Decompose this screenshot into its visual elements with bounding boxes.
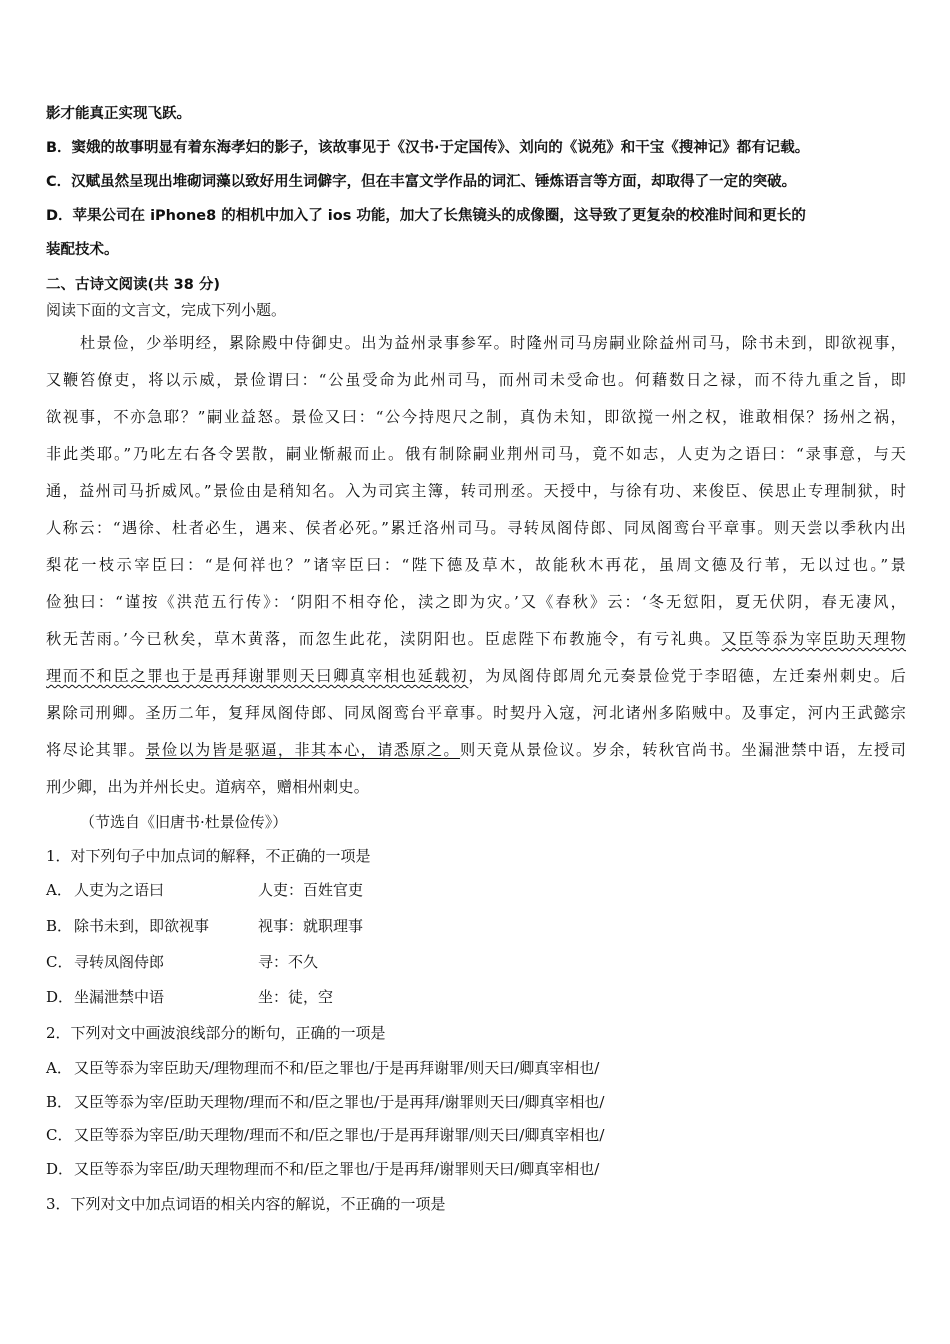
prev-option-a-tail: 影才能真正实现飞跃。	[46, 106, 191, 122]
question-1-option-c[interactable]	[46, 952, 318, 972]
passage-line: 非此类耶。”乃叱左右各令罢散，嗣业惭赧而止。俄有制除嗣业荆州司马，竟不如志，人吏为之语曰：“录事意，与天	[46, 445, 906, 463]
passage-line: 欲视事，不亦急耶？”嗣业益怒。景俭又曰：“公今持咫尺之制，真伪未知，即欲搅一州之权，谁敢相保？扬州之祸，	[46, 408, 906, 426]
passage-text: ，为凤阁侍郎周允元奏景俭党于李昭德，左迁秦州刺史。后	[468, 667, 907, 685]
question-1-option-a[interactable]	[46, 880, 363, 900]
passage-line-9	[46, 629, 906, 649]
option-letter: A．	[46, 1059, 72, 1077]
question-2-option-d[interactable]	[46, 1159, 599, 1179]
question-2-option-b[interactable]	[46, 1092, 604, 1112]
question-1-stem: 1．对下列句子中加点词的解释，不正确的一项是	[46, 847, 371, 865]
option-text: 又臣等忝为宰/臣助天理物/理而不和/臣之罪也/于是再拜/谢罪则天曰/卿真宰相也/	[74, 1093, 605, 1111]
passage-line: 人称云：“遇徐、杜者必生，遇来、侯者必死。”累迁洛州司马。寻转凤阁侍郎、同凤阁鸾台平章事。则天尝以季秋内出	[46, 519, 906, 537]
option-gloss: 视事：就职理事	[258, 917, 364, 935]
passage-line: 累除司刑卿。圣历二年，复拜凤阁侍郎、同凤阁鸾台平章事。时契丹入寇，河北诸州多陷贼中。及事定，河内王武懿宗	[46, 704, 906, 722]
question-2-option-a[interactable]	[46, 1058, 599, 1078]
question-1-option-b[interactable]	[46, 916, 363, 936]
passage-line: 又鞭笞僚吏，将以示威，景俭谓曰：“公虽受命为此州司马，而州司未受命也。何藉数日之禄，而不待九重之旨，即	[46, 371, 906, 389]
option-gloss: 坐：徒，空	[258, 988, 334, 1006]
option-term: 寻转凤阁侍郎	[74, 953, 165, 971]
question-3-stem: 3．下列对文中加点词语的相关内容的解说，不正确的一项是	[46, 1195, 446, 1213]
section-title: 二、古诗文阅读(共 38 分)	[46, 277, 221, 293]
passage-source: （节选自《旧唐书·杜景俭传》）	[80, 813, 288, 831]
option-letter: D．	[46, 988, 74, 1006]
passage-line: 通，益州司马折威风。”景俭由是稍知名。入为司宾主簿，转司刑丞。天授中，与徐有功、来俊臣、侯思止专理制狱，时	[46, 482, 906, 500]
passage-line-10	[46, 666, 906, 686]
option-text: 又臣等忝为宰臣助天/理物理而不和/臣之罪也/于是再拜谢罪/则天曰/卿真宰相也/	[74, 1059, 600, 1077]
option-term: 坐漏泄禁中语	[74, 988, 165, 1006]
option-gloss: 寻：不久	[258, 953, 319, 971]
question-2-option-c[interactable]	[46, 1125, 604, 1145]
option-letter: A．	[46, 881, 72, 899]
wavy-underlined-text: 理而不和臣之罪也于是再拜谢罪则天曰卿真宰相也延载初	[46, 667, 469, 685]
wavy-underlined-text: 又臣等忝为宰臣助天理物	[721, 630, 907, 648]
section-instruction: 阅读下面的文言文，完成下列小题。	[46, 301, 287, 319]
underlined-sentence: 景俭以为皆是驱逼，非其本心，请悉原之。	[145, 741, 461, 759]
passage-text: 则天竟从景俭议。岁余，转秋官尚书。坐漏泄禁中语，左授司	[460, 741, 906, 759]
question-2-stem: 2．下列对文中画波浪线部分的断句，正确的一项是	[46, 1024, 386, 1042]
option-letter: B．	[46, 1093, 73, 1111]
option-text: 又臣等忝为宰臣/助天理物/理而不和/臣之罪也/于是再拜谢罪/则天曰/卿真宰相也/	[74, 1126, 605, 1144]
option-text: 又臣等忝为宰臣/助天理物理而不和/臣之罪也/于是再拜/谢罪则天曰/卿真宰相也/	[74, 1160, 600, 1178]
passage-line-12	[46, 740, 906, 760]
option-letter: D．	[46, 1160, 74, 1178]
option-term: 除书未到，即欲视事	[74, 917, 210, 935]
option-letter: C．	[46, 1126, 73, 1144]
passage-line: 梨花一枝示宰臣曰：“是何祥也？”诸宰臣曰：“陛下德及草木，故能秋木再花，虽周文德及行苇，无以过也。”景	[46, 556, 906, 574]
passage-line: 俭独曰：“谨按《洪范五行传》：‘阴阳不相夺伦，渎之即为灾。’又《春秋》云：‘冬无愆阳，夏无伏阴，春无凄风，	[46, 593, 906, 611]
prev-option-d-line1: D．苹果公司在 iPhone8 的相机中加入了 ios 功能，加大了长焦镜头的成像圈，这导致了更复杂的校准时间和更长的	[46, 208, 806, 224]
prev-option-c: C．汉赋虽然呈现出堆砌词藻以致好用生词僻字，但在丰富文学作品的词汇、锤炼语言等方面，却取得了一定的突破。	[46, 174, 797, 190]
passage-line: 杜景俭，少举明经，累除殿中侍御史。出为益州录事参军。时隆州司马房嗣业除益州司马，除书未到，即欲视事，	[80, 334, 906, 352]
option-letter: B．	[46, 917, 73, 935]
passage-line: 刑少卿，出为并州长史。道病卒，赠相州刺史。	[46, 778, 370, 796]
passage-text: 将尽论其罪。	[46, 741, 146, 759]
option-term: 人吏为之语曰	[74, 881, 165, 899]
option-gloss: 人吏：百姓官吏	[258, 881, 364, 899]
prev-option-b: B．窦娥的故事明显有着东海孝妇的影子，该故事见于《汉书·于定国传》、刘向的《说苑》和干宝《搜神记》都有记载。	[46, 140, 810, 156]
option-letter: C．	[46, 953, 73, 971]
passage-text: 秋无苦雨。’今已秋矣，草木黄落，而忽生此花，渎阴阳也。臣虑陛下布教施令，有亏礼典。	[46, 630, 722, 648]
question-1-option-d[interactable]	[46, 987, 333, 1007]
prev-option-d-line2: 装配技术。	[46, 242, 119, 258]
